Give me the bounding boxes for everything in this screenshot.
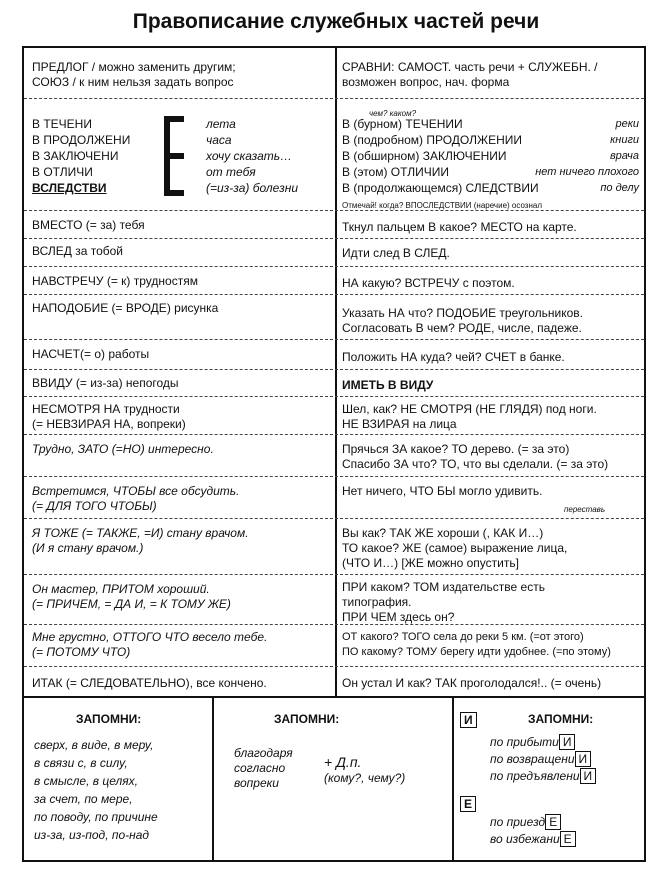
row-left: НАВСТРЕЧУ (= к) трудностям [32,274,198,288]
page-title: Правописание служебных частей речи [132,10,540,33]
row-right: Он устал И как? ТАК проголодался!.. (= очень) [342,676,602,690]
remember-label-2: ЗАПОМНИ: [274,712,340,726]
big-letter-e [164,116,184,196]
row-right: Нет ничего, ЧТО БЫ могло удивить. [342,484,543,498]
row-left: Он мастер, ПРИТОМ хороший. (= ПРИЧЕМ, = ДА И, = К ТОМУ ЖЕ) [32,582,231,611]
remember-list-i: по прибыти И по возвращени И по предъявлени И [490,734,596,785]
row-left: НАСЧЕТ(= о) работы [32,347,150,361]
row-left: НЕСМОТРЯ НА трудности (= НЕВЗИРАЯ НА, вопреки) [32,402,186,431]
row-right: Шел, как? НЕ СМОТРЯ (НЕ ГЛЯДЯ) под ноги. НЕ ВЗИРАЯ на лица [342,402,597,431]
e-right-examples: реки книги врача нет ничего плохого по делу [535,118,639,194]
remember-case: + Д.п. (кому?, чему?) [324,754,406,785]
rearrange-note: переставь [564,505,606,514]
row-left: ВСЛЕД за тобой [32,244,124,258]
row-right: ИМЕТЬ В ВИДУ [342,378,434,392]
remember-list-e: по приезд Е во избежани Е [490,814,576,848]
remember-list-1: сверх, в виде, в меру, в связи с, в силу, в смысле, в целях, за счет, по мере, по поводу, по причине из-за, из-под, по-над [34,738,158,842]
e-question: чем? каком? [369,109,417,118]
row-left: ИТАК (= СЛЕДОВАТЕЛЬНО), все кончено. [32,676,267,690]
row-left: НАПОДОБИЕ (= ВРОДЕ) рисунка [32,301,219,315]
row-right: Указать НА что? ПОДОБИЕ треугольников. Согласовать В чем? РОДЕ, числе, падеже. [342,306,584,335]
row-left: Встретимся, ЧТОБЫ все обсудить. (= ДЛЯ ТОГО ЧТОБЫ) [32,484,240,513]
row-left: ВМЕСТО (= за) тебя [32,218,145,232]
row-right: ОТ какого? ТОГО села до реки 5 км. (=от этого) ПО какому? ТОМУ берегу идти удобнее. (=по этому) [342,631,611,658]
header-right: СРАВНИ: САМОСТ. часть речи + СЛУЖЕБН. / возможен вопрос, нач. форма [342,60,598,89]
column-divider [335,48,337,696]
row-right: Прячься ЗА какое? ТО дерево. (= за это) Спасибо ЗА что? ТО, что вы сделали. (= за это) [342,442,609,471]
row-left: ВВИДУ (= из-за) непогоды [32,376,179,390]
header-left: ПРЕДЛОГ / можно заменить другим; СОЮЗ / к ним нельзя задать вопрос [32,60,236,89]
remember-divider-2 [452,698,454,860]
row-right: Положить НА куда? чей? СЧЕТ в банке. [342,350,565,364]
row-left: Мне грустно, ОТТОГО ЧТО весело тебе. (= ПОТОМУ ЧТО) [32,630,268,659]
remember-label-1: ЗАПОМНИ: [76,712,142,726]
row-left: Я ТОЖЕ (= ТАКЖЕ, =И) стану врачом. (И я стану врачом.) [32,526,249,555]
row-right: Вы как? ТАК ЖЕ хороши (, КАК И…) ТО какое? ЖЕ (самое) выражение лица, (ЧТО И…) [ЖЕ можно опустить] [342,526,568,570]
letter-i-box: И [460,712,477,728]
remember-label-3: ЗАПОМНИ: [528,712,594,726]
e-left-words: В ТЕЧЕНИ В ПРОДОЛЖЕНИ В ЗАКЛЮЧЕНИ В ОТЛИЧИ ВСЛЕДСТВИ [32,117,131,195]
row-right: Идти след В СЛЕД. [342,246,450,260]
letter-e-box: Е [460,796,476,812]
row-left: Трудно, ЗАТО (=НО) интересно. [32,442,214,456]
remember-divider-1 [212,698,214,860]
remember-section [22,698,646,862]
remember-list-2: благодаря согласно вопреки [234,746,293,790]
e-right-lines: В (бурном) ТЕЧЕНИИ В (подробном) ПРОДОЛЖЕНИИ В (обширном) ЗАКЛЮЧЕНИИ В (этом) ОТЛИЧИИ В (продолжающемся) СЛЕДСТВИИ [342,117,539,195]
row-right: НА какую? ВСТРЕЧУ с поэтом. [342,276,515,290]
e-left-examples: лета часа хочу сказать… от тебя (=из-за) болезни [206,117,299,195]
spelling-table [22,46,646,698]
row-right: Ткнул пальцем В какое? МЕСТО на карте. [342,220,577,234]
row-right: ПРИ каком? ТОМ издательстве есть типография. ПРИ ЧЕМ здесь он? [342,580,545,624]
e-note: Отмечай! когда? ВПОСЛЕДСТВИИ (наречие) осознал [342,201,543,210]
